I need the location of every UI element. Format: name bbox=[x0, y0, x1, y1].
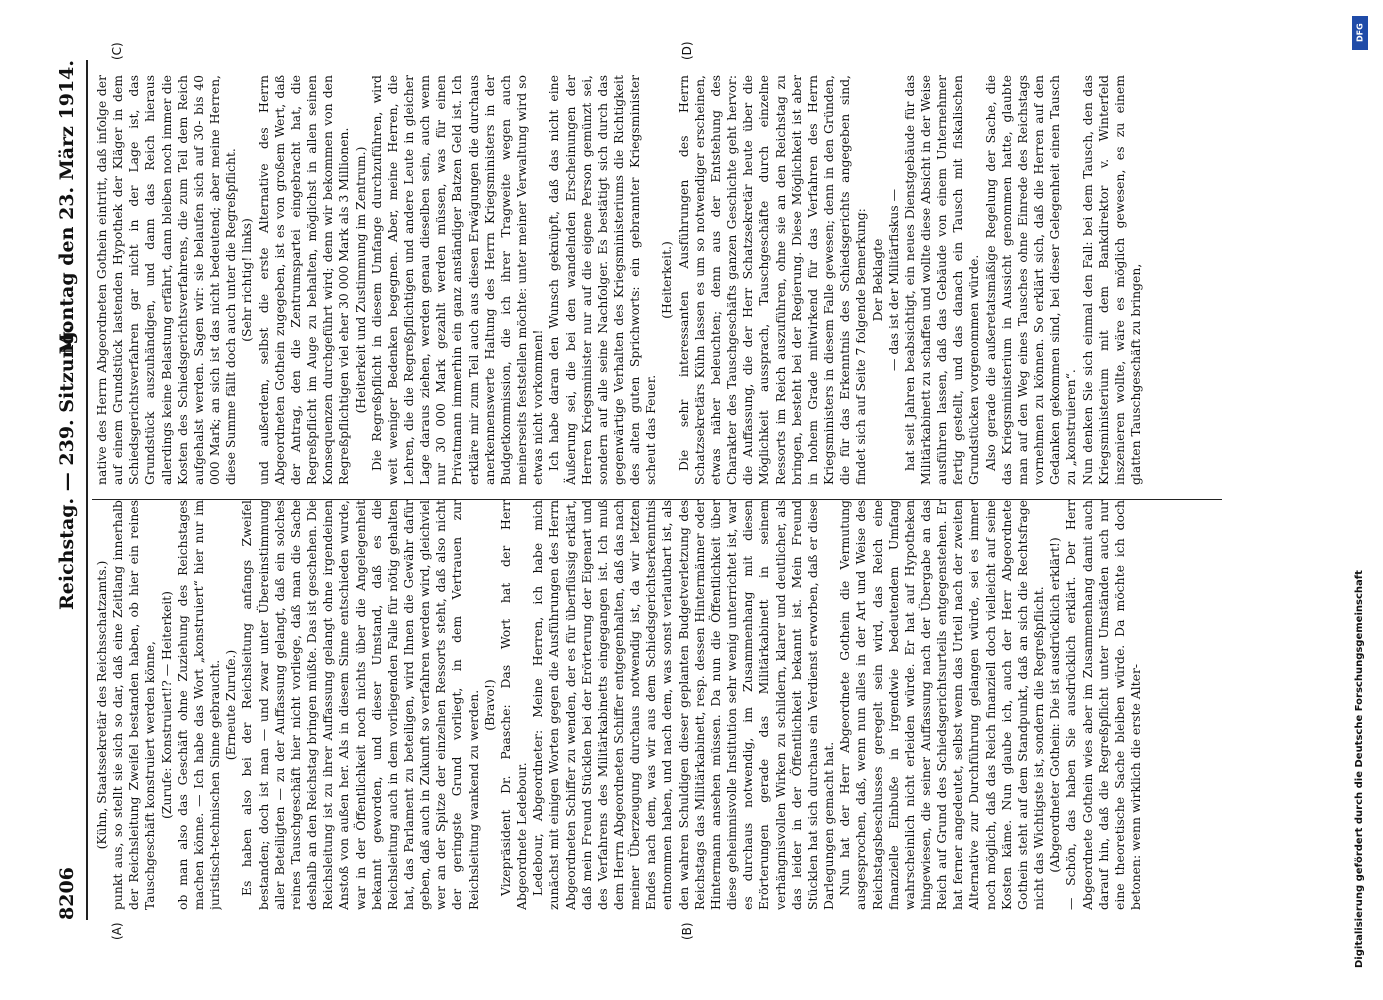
paragraph: punkt aus, so stellt sie sich so dar, daß eine Zeitlang innerhalb der Reichsleitung Zweifel bestanden haben, ob hier ein reines Tauschgeschäft konstruiert werden könne, bbox=[110, 500, 158, 910]
paragraph: (Heiterkeit und Zustimmung im Zentrum.) bbox=[352, 146, 368, 414]
paragraph: (Abgeordneter Gothein: Die ist ausdrücklich erklärt!) bbox=[1047, 537, 1063, 873]
paragraph: Ledebour, Abgeordneter: Meine Herren, ich habe mich zunächst mit einigen Worten gegen die Ausführungen des Herrn Abgeordneten Schiffer zu wenden, der es für überflüssig erklärt, daß mein Freund Stücklen bei der Erörterung der Eigenart und des Verfahrens des Militärkabinetts eingegangen ist. Ich muß dem Herrn Abgeordneten Schiffer entgegenhalten, daß das nach meiner Überzeugung durchaus notwendig ist, da wir letzten Endes nach dem, was wir aus dem Schiedsgerichtserkenntnis entnommen haben, und nach dem, was sonst verlautbart ist, als den wahren Schuldigen dieser geplanten Budgetverletzung des Reichstags das Militärkabinett, resp. dessen Hintermänner oder Hintermann ansehen müssen. Da nun die Öffentlichkeit über diese geheimnisvolle Institution sehr wenig unterrichtet ist, war es durchaus notwendig, im Zusammenhang mit diesen Erörterungen gerade das Militärkabinett in seinem verhängnisvollen Wirken zu schildern, klarer und deutlicher, als das leider in der Öffentlichkeit bekannt ist. Mein Freund Stücklen hat sich durchaus ein Verdienst erworben, daß er diese Darlegungen gemacht hat. bbox=[530, 500, 837, 910]
margin-marker-c: (C) bbox=[110, 42, 124, 60]
paragraph: Ich habe daran den Wunsch geknüpft, daß das nicht eine Äußerung sei, die bei den wandelnden Erscheinungen der Herren Kriegsminister nur auf die eigene Person gemünzt sei, sondern auf alle seine Nachfolger. Es bestätigt sich durch das gegenwärtige Verhalten des Kriegsministeriums die Richtigkeit des alten guten Sprichworts: ein gebrannter Kriegsminister scheut das Feuer. bbox=[546, 75, 659, 485]
session-date: Montag den 23. März 1914. bbox=[56, 60, 78, 355]
paragraph: Vizepräsident Dr. Paasche: Das Wort hat der Herr Abgeordnete Ledebour. bbox=[497, 500, 530, 910]
header-rule bbox=[86, 60, 88, 920]
paragraph: ob man also das Geschäft ohne Zuziehung des Reichstages machen könne. — Ich habe das Wort „konstruiert“ hier nur im juristisch-technischen Sinne gebraucht. bbox=[174, 500, 223, 910]
paragraph: Nun hat der Herr Abgeordnete Gothein die Vermutung ausgesprochen, daß, wenn nun alles in der Art und Weise des Reichstagsbeschlusses geregelt sein wird, das Reich eine finanzielle Einbuße in irgendwie bedeutendem Umfang wahrscheinlich nicht erleiden würde. Er hat auf Hypotheken hingewiesen, die seiner Auffassung nach der Übergabe an das Reich auf Grund des Schiedsgerichtsurteils entgegenstehen. Er hat ferner angedeutet, selbst wenn das Urteil nach der zweiten Alternative zur Durchführung gelangen würde, sei es immer noch möglich, daß das Reich finanziell doch vielleicht auf seine Kosten käme. Nun glaube ich, auch der Herr Abgeordnete Gothein steht auf dem Standpunkt, daß an sich die Rechtsfrage nicht das Wichtigste ist, sondern die Regreßpflicht. bbox=[837, 500, 1047, 910]
paragraph: (Bravo!) bbox=[481, 679, 497, 731]
paragraph: Also gerade die außeretatsmäßige Regelung der Sache, die das Kriegsministerium in Aussicht genommen hatte, glaubte man auf den Weg eines Tausches ohne Einrede des Reichstags vornehmen zu können. So erklärt sich, daß die Herren auf den Gedanken gekommen sind, bei dieser Gelegenheit einen Tausch zu „konstruieren“. bbox=[982, 75, 1079, 485]
paragraph: Es haben also bei der Reichsleitung anfangs Zweifel bestanden; doch ist man — und zwar unter Übereinstimmung aller Beteiligten — zu der Auffassung gelangt, daß ein solches reines Tauschgeschäft hier nicht vorliege, daß man die Sache deshalb an den Reichstag bringen müßte. Das ist geschehen. Die Reichsleitung ist zu ihrer Auffassung gelangt ohne irgendeinen Anstoß von außen her. Als in diesem Sinne entschieden wurde, war in der Öffentlichkeit noch nichts über die Angelegenheit bekannt geworden, und dieser Umstand, daß es die Reichsleitung auch in dem vorliegenden Falle für nötig gehalten hat, das Parlament zu beteiligen, wird Ihnen die Gewähr dafür geben, daß auch in Zukunft so verfahren werden wird, gleichviel wer an der Spitze der einzelnen Ressorts steht, daß also nicht der geringste Grund vorliegt, in dem Vertrauen zur Reichsleitung wankend zu werden. bbox=[239, 500, 481, 910]
paragraph: Die Regreßpflicht in diesem Umfange durchzuführen, wird weit weniger Bedenken begegnen. Aber, meine Herren, die Lehren, die die Regreßpflichtigen und andere Leute in gleicher Lage daraus ziehen, werden genau dieselben sein, auch wenn nur 30 000 Mark gezahlt werden müssen, was für einen Privatmann immerhin ein ganz anständiger Batzen Geld ist. Ich erkläre mir zum Teil auch aus diesen Erwägungen die durchaus anerkennenswerte Haltung des Herrn Kriegsministers in der Budgetkommission, die ich ihrer Tragweite wegen auch meinerseits feststellen möchte: unter meiner Verwaltung wird so etwas nicht vorkommen! bbox=[368, 75, 546, 485]
left-text-column bbox=[94, 500, 1224, 910]
session-title: Reichstag. — 239. Sitzung. bbox=[56, 324, 78, 610]
paragraph: (Kühn, Staatssekretär des Reichsschatzamts.) bbox=[94, 560, 109, 850]
paragraph: Der Beklagte bbox=[869, 238, 885, 322]
paragraph: (Heiterkeit.) bbox=[659, 241, 675, 319]
margin-marker-b: (B) bbox=[680, 922, 694, 940]
paragraph: — das ist der Militärfiskus — bbox=[885, 189, 901, 371]
paragraph: und außerdem, selbst die erste Alternative des Herrn Abgeordneten Gothein zugegeben, ist es von großem Wert, daß der Antrag, den die Zentrumspartei eingebracht hat, die Regreßpflicht im Auge zu behalten, möglichst in allen seinen Konsequenzen durchgeführt wird; denn wir bekommen von den Regreßpflichtigen viel eher 30 000 Mark als 3 Millionen. bbox=[255, 75, 352, 485]
margin-marker-d: (D) bbox=[680, 41, 694, 60]
paragraph: native des Herrn Abgeordneten Gothein eintritt, daß infolge der auf einem Grundstück lastenden Hypothek der Kläger in dem Schiedsgerichtsverfahren gar nicht in der Lage ist, das Grundstück auszuhändigen, und dann das Reich hieraus allerdings keine Belastung erfährt, dann bleiben noch immer die Kosten des Schiedsgerichtsverfahrens, die zum Teil dem Reich aufgehalst werden. Sagen wir: sie belaufen sich auf 30- bis 40 000 Mark; an sich ist das nicht bedeutend; aber meine Herren, diese Summe fällt doch auch unter die Regreßpflicht. bbox=[94, 75, 239, 485]
digitization-credit bbox=[1340, 10, 1380, 990]
credit-text: Digitalisierung gefördert durch die Deutsche Forschungsgemeinschaft bbox=[1354, 570, 1365, 968]
paragraph: (Zurufe: Konstruiert!? — Heiterkeit) bbox=[158, 591, 174, 820]
page-header bbox=[48, 60, 88, 920]
margin-marker-a: (A) bbox=[110, 922, 124, 940]
paragraph: hat seit Jahren beabsichtigt, ein neues Dienstgebäude für das Militärkabinett zu schaffen und wollte diese Absicht in der Weise ausführen lassen, daß das Gebäude von einem Unternehmer fertig gestellt, und das danach ein Tausch mit fiskalischen Grundstücken vorgenommen würde. bbox=[901, 75, 982, 485]
dfg-logo: DFG bbox=[1352, 16, 1368, 50]
right-text-column bbox=[94, 75, 1224, 485]
paragraph: Nun denken Sie sich einmal den Fall: bei dem Tausch, den das Kriegsministerium mit dem Bankdirektor v. Winterfeld inszenieren wollte, wäre es möglich gewesen, es zu einem glatten Tauschgeschäft zu bringen, bbox=[1079, 75, 1143, 485]
paragraph: — Schön, das haben Sie ausdrücklich erklärt. Der Herr Abgeordnete Gothein wies aber im Zusammenhang damit auch darauf hin, daß die Regreßpflicht unter Umständen auch nur eine theoretische Sache bleiben würde. Da möchte ich doch betonen: wenn wirklich die erste Alter- bbox=[1063, 500, 1143, 910]
page-number: 8206 bbox=[56, 867, 78, 920]
paragraph: Die sehr interessanten Ausführungen des Herrn Schatzsekretärs Kühn lassen es um so notwendiger erscheinen, etwas näher beleuchten; denn aus der Entstehung des Charakter des Tauschgeschäfts ganzen Geschichte geht hervor: die Auffassung, die der Herr Schatzsekretär heute über die Möglichkeit aussprach, Tauschgeschäfte durch einzelne Ressorts im Reich auszuführen, ohne sie an den Reichstag zu bringen, besteht bei der Regierung. Diese Möglichkeit ist aber in hohem Grade mitwirkend für das Verfahren des Herrn Kriegsministers in diesem Falle gewesen; denn in den Gründen, die für das Erkenntnis des Schiedsgerichts angegeben sind, findet sich auf Seite 7 folgende Bemerkung: bbox=[675, 75, 869, 485]
paragraph: (Erneute Zurufe.) bbox=[223, 649, 239, 761]
paragraph: (Sehr richtig! links) bbox=[239, 218, 255, 342]
